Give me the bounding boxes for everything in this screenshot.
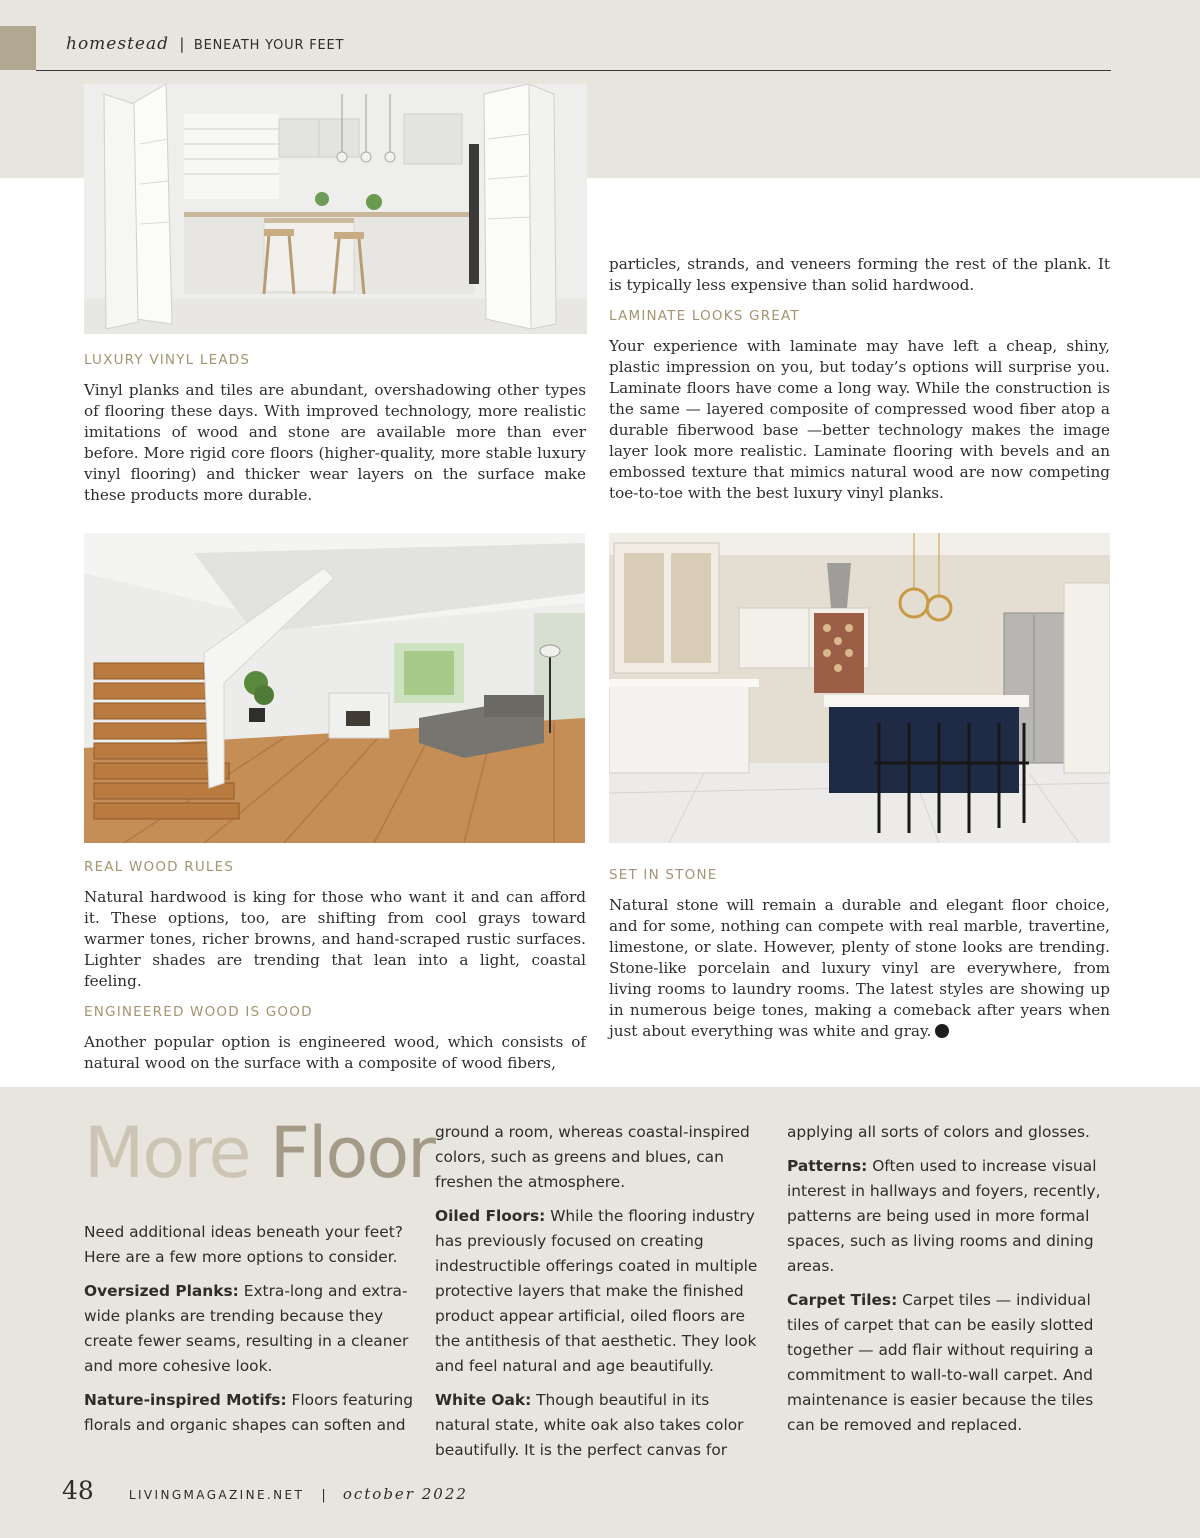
header-rule bbox=[36, 70, 1111, 71]
sidebar-column-3 bbox=[787, 1120, 1117, 1447]
motifs-label: Nature-inspired Motifs: bbox=[84, 1391, 287, 1409]
wood-body: Natural hardwood is king for those who want it and can afford it. These options, too, are shifting from cool grays toward warmer tones, richer browns, and hand-scraped rustic surfaces. Lighter shades are trending that lean into a light, coastal feeling. bbox=[84, 888, 586, 990]
sidebar-title-word-2: Floor bbox=[269, 1112, 434, 1194]
sidebar-title-word-1: More bbox=[84, 1112, 250, 1194]
sidebar-column-2 bbox=[435, 1120, 765, 1472]
motifs-text: Floors featuring florals and organic shapes can soften and bbox=[84, 1391, 413, 1434]
oak-item bbox=[435, 1388, 765, 1463]
footer-separator: | bbox=[321, 1488, 326, 1503]
footer-issue: october 2022 bbox=[342, 1485, 468, 1503]
patterns-label: Patterns: bbox=[787, 1157, 868, 1175]
carpet-label: Carpet Tiles: bbox=[787, 1291, 898, 1309]
carpet-item bbox=[787, 1288, 1117, 1438]
laminate-heading: LAMINATE LOOKS GREAT bbox=[609, 308, 800, 324]
vinyl-body: Vinyl planks and tiles are abundant, overshadowing other types of flooring these days. With improved technology, more realistic imitations of wood and stone are available more than ever before. More rigid core floors (higher-quality, more stable luxury vinyl flooring) and thicker wear layers on the surface make these products more durable. bbox=[84, 381, 586, 504]
stone-heading: SET IN STONE bbox=[609, 867, 718, 883]
magazine-brand: homestead bbox=[66, 34, 169, 54]
stone-body: Natural stone will remain a durable and elegant floor choice, and for some, nothing can compete with real marble, travertine, limestone, or slate. However, plenty of stone looks are trending. Stone-like porcelain and luxury vinyl are everywhere, from living rooms to laundry rooms. The latest styles are showing up in numerous beige tones, making a comeback after years when just about everything was white and gray. bbox=[609, 896, 1110, 1040]
oak-label: White Oak: bbox=[435, 1391, 532, 1409]
oak-text: Though beautiful in its natural state, white oak also takes color beautifully. It is the perfect canvas for bbox=[435, 1391, 744, 1459]
stone-body-wrap bbox=[609, 895, 1110, 1042]
patterns-text: Often used to increase visual interest in hallways and foyers, recently, patterns are being used in more formal spaces, such as living rooms and dining areas. bbox=[787, 1157, 1101, 1275]
footer-site: LIVINGMAGAZINE.NET bbox=[128, 1488, 305, 1502]
sidebar-title bbox=[84, 1112, 434, 1194]
page-number: 48 bbox=[62, 1476, 94, 1505]
laminate-continued-text: particles, strands, and veneers forming the rest of the plank. It is typically less expensive than solid hardwood. bbox=[609, 255, 1110, 294]
wood-section bbox=[84, 859, 586, 1074]
stone-kitchen-photo bbox=[609, 533, 1110, 843]
laminate-section bbox=[609, 254, 1110, 504]
running-header bbox=[66, 34, 344, 54]
sidebar-intro: Need additional ideas beneath your feet? Here are a few more options to consider. bbox=[84, 1223, 403, 1266]
carpet-text: Carpet tiles — individual tiles of carpet that can be easily slotted together — add flair without requiring a commitment to wall-to-wall carpet. And maintenance is easier because the tiles can be removed and replaced. bbox=[787, 1291, 1094, 1434]
patterns-item bbox=[787, 1154, 1117, 1279]
white-kitchen-photo bbox=[84, 84, 587, 334]
vinyl-heading: LUXURY VINYL LEADS bbox=[84, 352, 251, 368]
engineered-heading: ENGINEERED WOOD IS GOOD bbox=[84, 1004, 313, 1020]
motifs-continued: ground a room, whereas coastal-inspired colors, such as greens and blues, can freshen the atmosphere. bbox=[435, 1123, 750, 1191]
oversized-item bbox=[84, 1279, 414, 1379]
oiled-label: Oiled Floors: bbox=[435, 1207, 546, 1225]
engineered-body: Another popular option is engineered wood, which consists of natural wood on the surface with a composite of wood fibers, bbox=[84, 1033, 586, 1072]
vinyl-section bbox=[84, 352, 586, 506]
oiled-text: While the flooring industry has previously focused on creating indestructible offerings coated in multiple protective layers that make the finished product appear artificial, oiled floors are the antithesis of that aesthetic. They look and feel natural and age beautifully. bbox=[435, 1207, 758, 1375]
laminate-body: Your experience with laminate may have left a cheap, shiny, plastic impression on you, but today’s options will surprise you. Laminate floors have come a long way. While the construction is the same — layered composite of compressed wood fiber atop a durable fiberwood base —better technology makes the image layer look more realistic. Laminate flooring with bevels and an embossed texture that mimics natural wood are now competing toe-to-toe with the best luxury vinyl planks. bbox=[609, 337, 1110, 502]
wood-heading: REAL WOOD RULES bbox=[84, 859, 235, 875]
section-name: BENEATH YOUR FEET bbox=[193, 38, 345, 53]
header-separator: | bbox=[179, 35, 185, 53]
oversized-label: Oversized Planks: bbox=[84, 1282, 239, 1300]
end-mark-icon bbox=[935, 1024, 949, 1038]
stone-section bbox=[609, 867, 1110, 1042]
oversized-text: Extra-long and extra-wide planks are trending because they create fewer seams, resulting in a cleaner and more cohesive look. bbox=[84, 1282, 409, 1375]
section-tab bbox=[0, 26, 36, 70]
sidebar-column-1 bbox=[84, 1220, 414, 1447]
motifs-item bbox=[84, 1388, 414, 1438]
page-footer bbox=[62, 1476, 468, 1505]
oak-continued: applying all sorts of colors and glosses. bbox=[787, 1123, 1090, 1141]
living-room-photo bbox=[84, 533, 585, 843]
oiled-item bbox=[435, 1204, 765, 1379]
